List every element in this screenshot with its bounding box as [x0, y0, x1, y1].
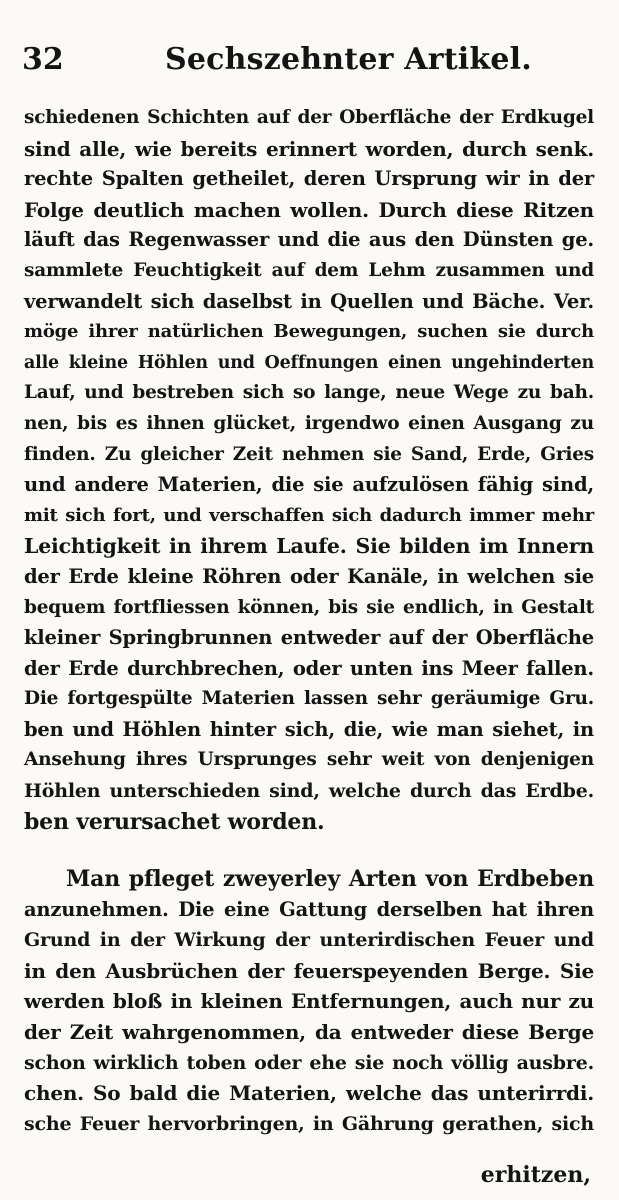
- text-line: Folge deutlich machen wollen. Durch diese Ritzen: [24, 197, 594, 222]
- text-line: sammlete Feuchtigkeit auf dem Lehm zusammen und: [24, 259, 594, 281]
- text-line: schon wirklich toben oder ehe sie noch völlig ausbre.: [24, 1051, 594, 1074]
- text-line: schiedenen Schichten auf der Oberfläche der Erdkugel: [24, 107, 594, 128]
- page-header: [0, 40, 619, 90]
- text-line: sind alle, wie bereits erinnert worden, durch senk.: [24, 136, 594, 161]
- page-number: 32: [22, 42, 64, 77]
- text-line: nen, bis es ihnen glücket, irgendwo einen Ausgang zu: [24, 412, 594, 434]
- text-line: Lauf, und bestreben sich so lange, neue Wege zu bah.: [24, 382, 594, 404]
- text-line: Grund in der Wirkung der unterirdischen Feuer und: [24, 929, 594, 952]
- catchword: erhitzen,: [480, 1162, 591, 1188]
- text-line: sche Feuer hervorbringen, in Gährung gerathen, sich: [24, 1112, 594, 1135]
- text-line: in den Ausbrüchen der feuerspeyenden Berge. Sie: [24, 958, 594, 983]
- text-line: Die fortgespülte Materien lassen sehr geräumige Gru.: [24, 688, 594, 710]
- text-line: und andere Materien, die sie aufzulösen fähig sind,: [24, 473, 594, 497]
- text-line: ben verursachet worden.: [24, 808, 325, 835]
- text-line: bequem fortfliessen können, bis sie endlich, in Gestalt: [24, 596, 594, 618]
- text-line: mit sich fort, und verschaffen sich dadurch immer mehr: [24, 504, 594, 526]
- text-line: finden. Zu gleicher Zeit nehmen sie Sand, Erde, Gries: [24, 443, 594, 465]
- text-line: Man pfleget zweyerley Arten von Erdbeben: [66, 866, 594, 892]
- running-head: Sechszehnter Artikel.: [165, 42, 532, 77]
- text-line: der Erde kleine Röhren oder Kanäle, in welchen sie: [24, 564, 594, 588]
- text-line: chen. So bald die Materien, welche das unterirrdi.: [24, 1081, 594, 1106]
- paragraph-2: [24, 864, 594, 1139]
- text-line: werden bloß in kleinen Entfernungen, auch nur zu: [24, 989, 594, 1014]
- text-line: anzunehmen. Die eine Gattung derselben hat ihren: [24, 897, 594, 921]
- text-line: kleiner Springbrunnen entweder auf der Oberfläche: [24, 626, 594, 650]
- text-line: der Erde durchbrechen, oder unten ins Meer fallen.: [24, 656, 594, 680]
- text-line: alle kleine Höhlen und Oeffnungen einen ungehinderten: [24, 352, 594, 373]
- text-line: Leichtigkeit in ihrem Laufe. Sie bilden im Innern: [24, 534, 594, 559]
- text-line: Höhlen unterschieden sind, welche durch das Erdbe.: [24, 780, 594, 803]
- text-line: der Zeit wahrgenommen, da entweder diese Berge: [24, 1019, 594, 1044]
- text-line: möge ihrer natürlichen Bewegungen, suchen sie durch: [24, 321, 594, 343]
- text-line: Ansehung ihres Ursprunges sehr weit von denjenigen: [24, 749, 594, 771]
- text-line: rechte Spalten getheilet, deren Ursprung wir in der: [24, 167, 594, 191]
- text-line: läuft das Regenwasser und die aus den Dünsten ge.: [24, 228, 594, 252]
- text-line: ben und Höhlen hinter sich, die, wie man siehet, in: [24, 717, 594, 741]
- text-line: verwandelt sich daselbst in Quellen und Bäche. Ver.: [24, 289, 594, 313]
- paragraph-1: [24, 103, 594, 837]
